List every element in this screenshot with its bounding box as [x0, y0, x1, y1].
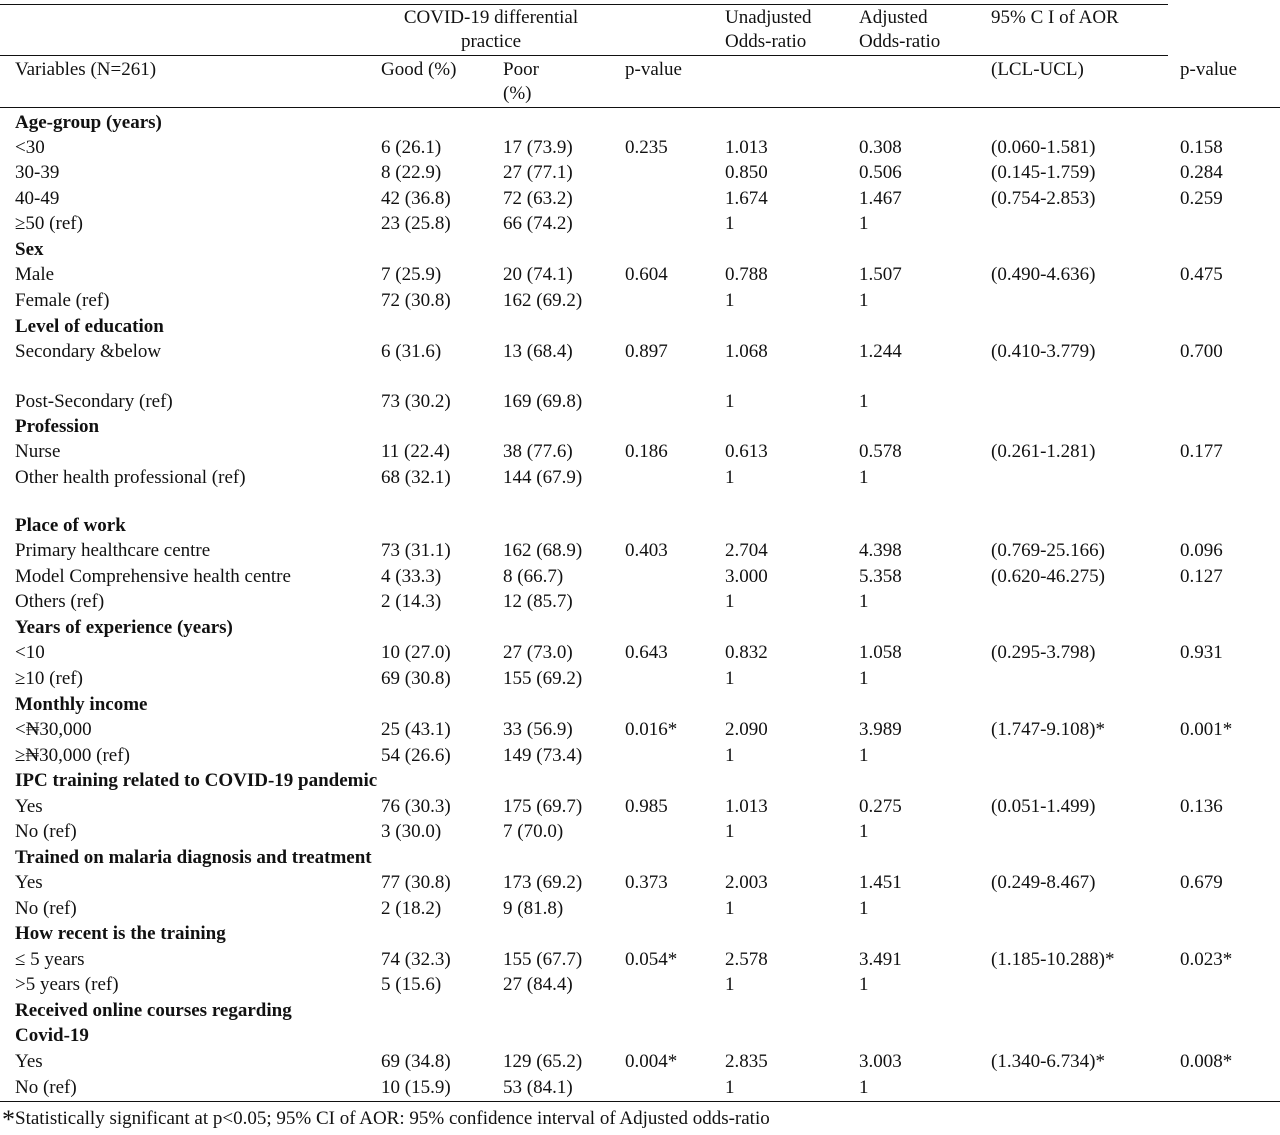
header-sub-rule [0, 55, 1168, 56]
cell-good: 10 (27.0) [381, 642, 451, 663]
cell-good: 25 (43.1) [381, 719, 451, 740]
cell-poor: 162 (69.2) [503, 290, 583, 311]
cell-variable: Age-group (years) [15, 112, 162, 133]
cell-variable: Received online courses regarding [15, 1000, 292, 1021]
table-row [0, 262, 1280, 288]
cell-variable: ≤ 5 years [15, 949, 85, 970]
cell-poor: 8 (66.7) [503, 566, 564, 587]
cell-poor: 129 (65.2) [503, 1051, 583, 1072]
cell-variable: 30-39 [15, 162, 60, 183]
cell-adj: 0.308 [859, 137, 902, 158]
cell-p: 0.186 [625, 441, 668, 462]
cell-poor: 33 (56.9) [503, 719, 573, 740]
cell-variable: IPC training related to COVID-19 pandemic [15, 770, 378, 791]
cell-poor: 169 (69.8) [503, 391, 583, 412]
cell-unadj: 1 [725, 974, 735, 995]
cell-unadj: 2.704 [725, 540, 768, 561]
cell-variable: Yes [15, 796, 43, 817]
cell-p2: 0.700 [1180, 341, 1223, 362]
cell-adj: 1 [859, 591, 869, 612]
cell-adj: 1 [859, 668, 869, 689]
footnote-star: * [2, 1105, 15, 1134]
cell-variable: Trained on malaria diagnosis and treatment [15, 847, 372, 868]
cell-good: 76 (30.3) [381, 796, 451, 817]
cell-p2: 0.475 [1180, 264, 1223, 285]
cell-variable: Place of work [15, 515, 126, 536]
cell-ci: (0.410-3.779) [991, 341, 1096, 362]
cell-ci: (0.620-46.275) [991, 566, 1105, 587]
cell-good: 69 (34.8) [381, 1051, 451, 1072]
cell-good: 68 (32.1) [381, 467, 451, 488]
cell-adj: 1 [859, 391, 869, 412]
group-header-row [0, 110, 1280, 136]
cell-adj: 1.507 [859, 264, 902, 285]
group-header-row [0, 692, 1280, 718]
group-header-row [0, 768, 1280, 794]
cell-ci: (0.261-1.281) [991, 441, 1096, 462]
cell-poor: 149 (73.4) [503, 745, 583, 766]
table-row [0, 717, 1280, 743]
cell-ci: (0.769-25.166) [991, 540, 1105, 561]
cell-adj: 4.398 [859, 540, 902, 561]
cell-unadj: 1 [725, 213, 735, 234]
group-header-row [0, 1023, 1280, 1049]
cell-ci: (0.490-4.636) [991, 264, 1096, 285]
cell-p2: 0.023* [1180, 949, 1233, 970]
cell-poor: 53 (84.1) [503, 1077, 573, 1098]
cell-variable: Other health professional (ref) [15, 467, 246, 488]
cell-variable: <30 [15, 137, 45, 158]
group-header-row [0, 513, 1280, 539]
header-p-value-aor: p-value [1180, 59, 1237, 80]
table-row [0, 288, 1280, 314]
cell-unadj: 1 [725, 898, 735, 919]
cell-unadj: 1 [725, 591, 735, 612]
cell-p2: 0.127 [1180, 566, 1223, 587]
cell-ci: (0.051-1.499) [991, 796, 1096, 817]
cell-unadj: 1 [725, 745, 735, 766]
footnote [2, 1106, 770, 1133]
cell-poor: 7 (70.0) [503, 821, 564, 842]
cell-ci: (0.754-2.853) [991, 188, 1096, 209]
cell-variable: <10 [15, 642, 45, 663]
cell-good: 5 (15.6) [381, 974, 442, 995]
table-row [0, 564, 1280, 590]
table-row [0, 160, 1280, 186]
table-row [0, 1075, 1280, 1101]
cell-variable: How recent is the training [15, 923, 226, 944]
cell-ci: (0.060-1.581) [991, 137, 1096, 158]
cell-good: 73 (30.2) [381, 391, 451, 412]
cell-p2: 0.008* [1180, 1051, 1233, 1072]
cell-p2: 0.177 [1180, 441, 1223, 462]
header-p-value: p-value [625, 59, 682, 80]
footnote-text: Statistically significant at p<0.05; 95% CI of AOR: 95% confidence interval of Adjusted odds-ratio [15, 1108, 770, 1129]
cell-adj: 3.003 [859, 1051, 902, 1072]
cell-poor: 13 (68.4) [503, 341, 573, 362]
group-header-row [0, 845, 1280, 871]
cell-poor: 66 (74.2) [503, 213, 573, 234]
cell-p: 0.643 [625, 642, 668, 663]
cell-poor: 175 (69.7) [503, 796, 583, 817]
cell-unadj: 2.090 [725, 719, 768, 740]
cell-good: 6 (26.1) [381, 137, 442, 158]
cell-adj: 1 [859, 467, 869, 488]
cell-p2: 0.001* [1180, 719, 1233, 740]
cell-adj: 1 [859, 974, 869, 995]
cell-unadj: 1.013 [725, 137, 768, 158]
cell-good: 23 (25.8) [381, 213, 451, 234]
cell-poor: 17 (73.9) [503, 137, 573, 158]
cell-variable: Nurse [15, 441, 61, 462]
cell-variable: Profession [15, 416, 100, 437]
cell-unadj: 1.013 [725, 796, 768, 817]
cell-variable: ≥10 (ref) [15, 668, 83, 689]
cell-good: 4 (33.3) [381, 566, 442, 587]
table-row [0, 186, 1280, 212]
cell-unadj: 3.000 [725, 566, 768, 587]
table-row [0, 743, 1280, 769]
table-row [0, 794, 1280, 820]
cell-p2: 0.096 [1180, 540, 1223, 561]
cell-good: 11 (22.4) [381, 441, 450, 462]
cell-good: 74 (32.3) [381, 949, 451, 970]
table-row [0, 135, 1280, 161]
cell-unadj: 0.850 [725, 162, 768, 183]
cell-p2: 0.284 [1180, 162, 1223, 183]
cell-unadj: 2.835 [725, 1051, 768, 1072]
table-row [0, 439, 1280, 465]
header-adjusted-or: Adjusted Odds-ratio [859, 7, 941, 52]
cell-ci: (0.145-1.759) [991, 162, 1096, 183]
cell-good: 10 (15.9) [381, 1077, 451, 1098]
cell-unadj: 1.674 [725, 188, 768, 209]
cell-variable: Secondary &below [15, 341, 162, 362]
cell-ci: (1.747-9.108)* [991, 719, 1105, 740]
cell-poor: 27 (73.0) [503, 642, 573, 663]
table-bottom-rule [0, 1101, 1280, 1102]
cell-good: 77 (30.8) [381, 872, 451, 893]
table-row [0, 640, 1280, 666]
cell-unadj: 1 [725, 821, 735, 842]
cell-poor: 12 (85.7) [503, 591, 573, 612]
header-practice-group: COVID-19 differential practice [403, 7, 579, 52]
cell-adj: 0.275 [859, 796, 902, 817]
table-row [0, 211, 1280, 237]
cell-variable: Post-Secondary (ref) [15, 391, 173, 412]
cell-unadj: 0.832 [725, 642, 768, 663]
cell-good: 42 (36.8) [381, 188, 451, 209]
header-unadjusted-or: Unadjusted Odds-ratio [725, 7, 812, 52]
table-row [0, 870, 1280, 896]
cell-unadj: 0.613 [725, 441, 768, 462]
cell-unadj: 1 [725, 290, 735, 311]
cell-variable: >5 years (ref) [15, 974, 119, 995]
cell-good: 73 (31.1) [381, 540, 451, 561]
cell-adj: 0.578 [859, 441, 902, 462]
cell-poor: 27 (84.4) [503, 974, 573, 995]
cell-ci: (1.340-6.734)* [991, 1051, 1105, 1072]
group-header-row [0, 414, 1280, 440]
table-row [0, 465, 1280, 491]
cell-adj: 1.467 [859, 188, 902, 209]
cell-p: 0.054* [625, 949, 678, 970]
cell-adj: 1.058 [859, 642, 902, 663]
cell-good: 6 (31.6) [381, 341, 442, 362]
cell-poor: 20 (74.1) [503, 264, 573, 285]
cell-adj: 3.491 [859, 949, 902, 970]
cell-unadj: 1 [725, 467, 735, 488]
cell-variable: Yes [15, 872, 43, 893]
header-variables: Variables (N=261) [15, 59, 157, 80]
cell-p: 0.897 [625, 341, 668, 362]
cell-adj: 5.358 [859, 566, 902, 587]
cell-good: 72 (30.8) [381, 290, 451, 311]
cell-good: 2 (14.3) [381, 591, 442, 612]
cell-variable: Model Comprehensive health centre [15, 566, 291, 587]
cell-poor: 72 (63.2) [503, 188, 573, 209]
cell-unadj: 0.788 [725, 264, 768, 285]
group-header-row [0, 314, 1280, 340]
cell-poor: 38 (77.6) [503, 441, 573, 462]
cell-adj: 1 [859, 290, 869, 311]
table-row [0, 589, 1280, 615]
cell-variable: No (ref) [15, 898, 77, 919]
cell-p: 0.004* [625, 1051, 678, 1072]
cell-poor: 173 (69.2) [503, 872, 583, 893]
table-top-rule [0, 4, 1168, 5]
cell-poor: 27 (77.1) [503, 162, 573, 183]
cell-adj: 1.244 [859, 341, 902, 362]
cell-variable: Monthly income [15, 694, 148, 715]
cell-good: 8 (22.9) [381, 162, 442, 183]
header-lcl-ucl: (LCL-UCL) [991, 59, 1084, 80]
cell-variable: Level of education [15, 316, 164, 337]
cell-variable: No (ref) [15, 1077, 77, 1098]
cell-adj: 3.989 [859, 719, 902, 740]
cell-ci: (1.185-10.288)* [991, 949, 1115, 970]
cell-p: 0.985 [625, 796, 668, 817]
cell-poor: 144 (67.9) [503, 467, 583, 488]
table-row [0, 896, 1280, 922]
group-header-row [0, 237, 1280, 263]
cell-good: 54 (26.6) [381, 745, 451, 766]
group-header-row [0, 615, 1280, 641]
cell-good: 3 (30.0) [381, 821, 442, 842]
cell-variable: Sex [15, 239, 44, 260]
cell-poor: 9 (81.8) [503, 898, 564, 919]
cell-unadj: 1 [725, 668, 735, 689]
cell-ci: (0.295-3.798) [991, 642, 1096, 663]
cell-adj: 1 [859, 898, 869, 919]
cell-unadj: 2.578 [725, 949, 768, 970]
cell-poor: 162 (68.9) [503, 540, 583, 561]
cell-adj: 1 [859, 213, 869, 234]
cell-p: 0.235 [625, 137, 668, 158]
cell-unadj: 1 [725, 1077, 735, 1098]
cell-p2: 0.136 [1180, 796, 1223, 817]
cell-good: 2 (18.2) [381, 898, 442, 919]
cell-variable: ≥50 (ref) [15, 213, 83, 234]
group-header-row [0, 921, 1280, 947]
header-ci: 95% C I of AOR [991, 7, 1119, 28]
cell-p: 0.604 [625, 264, 668, 285]
table-row [0, 819, 1280, 845]
header-good: Good (%) [381, 59, 457, 80]
cell-unadj: 2.003 [725, 872, 768, 893]
cell-unadj: 1 [725, 391, 735, 412]
cell-p: 0.373 [625, 872, 668, 893]
cell-variable: No (ref) [15, 821, 77, 842]
table-row [0, 972, 1280, 998]
table-row [0, 339, 1280, 365]
table-row [0, 947, 1280, 973]
cell-variable: Primary healthcare centre [15, 540, 211, 561]
table-row [0, 389, 1280, 415]
cell-good: 69 (30.8) [381, 668, 451, 689]
cell-variable: Female (ref) [15, 290, 110, 311]
header-poor: Poor (%) [503, 59, 539, 104]
cell-variable: Years of experience (years) [15, 617, 233, 638]
cell-p2: 0.259 [1180, 188, 1223, 209]
cell-variable: Male [15, 264, 55, 285]
group-header-row [0, 998, 1280, 1024]
cell-unadj: 1.068 [725, 341, 768, 362]
cell-adj: 1 [859, 821, 869, 842]
cell-variable: Covid-19 [15, 1025, 89, 1046]
cell-p2: 0.679 [1180, 872, 1223, 893]
cell-adj: 1.451 [859, 872, 902, 893]
cell-variable: <₦30,000 [15, 719, 92, 740]
cell-variable: ≥₦30,000 (ref) [15, 745, 130, 766]
cell-p: 0.403 [625, 540, 668, 561]
header-bottom-rule [0, 107, 1280, 108]
cell-good: 7 (25.9) [381, 264, 442, 285]
cell-poor: 155 (67.7) [503, 949, 583, 970]
cell-variable: 40-49 [15, 188, 60, 209]
cell-adj: 1 [859, 745, 869, 766]
table-row [0, 538, 1280, 564]
cell-adj: 0.506 [859, 162, 902, 183]
cell-ci: (0.249-8.467) [991, 872, 1096, 893]
cell-p2: 0.158 [1180, 137, 1223, 158]
cell-poor: 155 (69.2) [503, 668, 583, 689]
cell-p: 0.016* [625, 719, 678, 740]
cell-variable: Others (ref) [15, 591, 105, 612]
cell-adj: 1 [859, 1077, 869, 1098]
cell-p2: 0.931 [1180, 642, 1223, 663]
cell-variable: Yes [15, 1051, 43, 1072]
table-row [0, 666, 1280, 692]
table-row [0, 1049, 1280, 1075]
